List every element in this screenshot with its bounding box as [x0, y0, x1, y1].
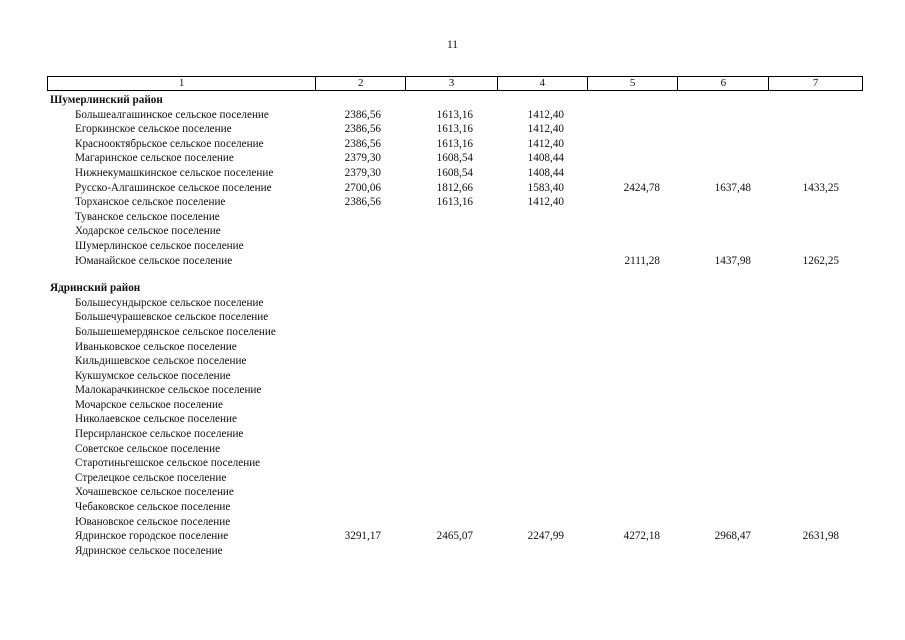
table-row — [0, 544, 905, 559]
settlement-name: Ходарское сельское поселение — [75, 225, 221, 238]
value-cell-c5: 2424,78 — [623, 181, 660, 194]
value-cell-c4: 1583,40 — [527, 181, 564, 194]
settlement-name: Иваньковское сельское поселение — [75, 340, 237, 353]
district-heading: Ядринский район — [50, 282, 141, 295]
table-row — [0, 412, 905, 427]
settlement-name: Кукшумское сельское поселение — [75, 369, 231, 382]
value-cell-c6: 1437,98 — [714, 254, 751, 267]
value-cell-c7: 1433,25 — [802, 181, 839, 194]
value-cell-c4: 1412,40 — [527, 108, 564, 121]
settlement-name: Хочашевское сельское поселение — [75, 486, 234, 499]
settlement-name: Персирланское сельское поселение — [75, 428, 244, 441]
settlement-name: Мочарское сельское поселение — [75, 398, 223, 411]
value-cell-c6: 1637,48 — [714, 181, 751, 194]
value-cell-c4: 1412,40 — [527, 123, 564, 136]
value-cell-c2: 2700,06 — [344, 181, 381, 194]
table-row — [0, 515, 905, 530]
value-cell-c3: 1613,16 — [436, 137, 473, 150]
table-row — [0, 485, 905, 500]
settlement-name: Советское сельское поселение — [75, 442, 221, 455]
value-cell-c4: 2247,99 — [527, 530, 564, 543]
value-cell-c4: 1408,44 — [527, 166, 564, 179]
table-row — [0, 456, 905, 471]
table-row — [0, 137, 905, 152]
value-cell-c3: 1608,54 — [436, 166, 473, 179]
table-row — [0, 224, 905, 239]
district-heading: Шумерлинский район — [50, 94, 163, 106]
value-cell-c4: 1412,40 — [527, 137, 564, 150]
value-cell-c2: 2379,30 — [344, 152, 381, 165]
value-cell-c2: 2386,56 — [344, 137, 381, 150]
section-spacer — [0, 268, 905, 281]
settlement-name: Чебаковское сельское поселение — [75, 501, 231, 514]
settlement-name: Стрелецкое сельское поселение — [75, 471, 227, 484]
value-cell-c4: 1408,44 — [527, 152, 564, 165]
table-row — [0, 166, 905, 181]
column-header-4: 4 — [498, 77, 588, 90]
table-row — [0, 122, 905, 137]
table-row — [0, 442, 905, 457]
value-cell-c2: 2386,56 — [344, 108, 381, 121]
value-cell-c2: 2386,56 — [344, 123, 381, 136]
table-row — [0, 210, 905, 225]
value-cell-c6: 2968,47 — [714, 530, 751, 543]
settlement-name: Старотиньгешское сельское поселение — [75, 457, 261, 470]
settlement-name: Большеалгашинское сельское поселение — [75, 108, 269, 121]
settlement-name: Нижнекумашкинское сельское поселение — [75, 166, 274, 179]
value-cell-c5: 4272,18 — [623, 530, 660, 543]
table-row — [0, 254, 905, 269]
settlement-name: Большешемердянское сельское поселение — [75, 325, 276, 338]
settlement-name: Кильдишевское сельское поселение — [75, 355, 247, 368]
value-cell-c3: 1613,16 — [436, 108, 473, 121]
settlement-name: Краснооктябрьское сельское поселение — [75, 137, 264, 150]
settlement-name: Туванское сельское поселение — [75, 210, 220, 223]
table-row — [0, 108, 905, 123]
settlement-name: Русско-Алгашинское сельское поселение — [75, 181, 272, 194]
table-row — [0, 325, 905, 340]
value-cell-c2: 3291,17 — [344, 530, 381, 543]
settlement-name: Шумерлинское сельское поселение — [75, 239, 244, 252]
column-header-5: 5 — [588, 77, 679, 90]
column-header-1: 1 — [48, 77, 316, 90]
column-header-3: 3 — [406, 77, 498, 90]
table-row — [0, 181, 905, 196]
table-row — [0, 529, 905, 544]
column-header-7: 7 — [812, 77, 819, 89]
settlement-name: Ювановское сельское поселение — [75, 515, 231, 528]
table-row — [0, 500, 905, 515]
settlement-name: Ядринское сельское поселение — [75, 544, 223, 557]
table-row — [0, 310, 905, 325]
value-cell-c3: 2465,07 — [436, 530, 473, 543]
table-row — [0, 151, 905, 166]
settlement-name: Торханское сельское поселение — [75, 196, 226, 209]
value-cell-c4: 1412,40 — [527, 196, 564, 209]
value-cell-c3: 1613,16 — [436, 196, 473, 209]
value-cell-c2: 2386,56 — [344, 196, 381, 209]
table-row — [0, 471, 905, 486]
column-header-2: 2 — [316, 77, 406, 90]
value-cell-c5: 2111,28 — [624, 254, 660, 267]
settlement-name: Юманайское сельское поселение — [75, 254, 233, 267]
table-row — [0, 427, 905, 442]
column-header-6: 6 — [678, 77, 769, 90]
value-cell-c3: 1608,54 — [436, 152, 473, 165]
value-cell-c7: 2631,98 — [802, 530, 839, 543]
table-row — [0, 296, 905, 311]
table-body — [0, 93, 905, 558]
value-cell-c3: 1613,16 — [436, 123, 473, 136]
table-header — [47, 76, 863, 91]
settlement-name: Магаринское сельское поселение — [75, 152, 234, 165]
table-row — [0, 354, 905, 369]
table-row — [0, 195, 905, 210]
table-row — [0, 383, 905, 398]
table-row — [0, 398, 905, 413]
settlement-name: Большесундырское сельское поселение — [75, 296, 264, 309]
table-row — [0, 239, 905, 254]
settlement-name: Большечурашевское сельское поселение — [75, 311, 269, 324]
settlement-name: Николаевское сельское поселение — [75, 413, 237, 426]
settlement-name: Егоркинское сельское поселение — [75, 123, 232, 136]
settlement-name: Ядринское городское поселение — [75, 530, 229, 543]
table-row — [0, 340, 905, 355]
value-cell-c3: 1812,66 — [436, 181, 473, 194]
settlement-name: Малокарачкинское сельское поселение — [75, 384, 262, 397]
value-cell-c7: 1262,25 — [802, 254, 839, 267]
value-cell-c2: 2379,30 — [344, 166, 381, 179]
table-row — [0, 369, 905, 384]
page-number: 11 — [446, 39, 459, 51]
